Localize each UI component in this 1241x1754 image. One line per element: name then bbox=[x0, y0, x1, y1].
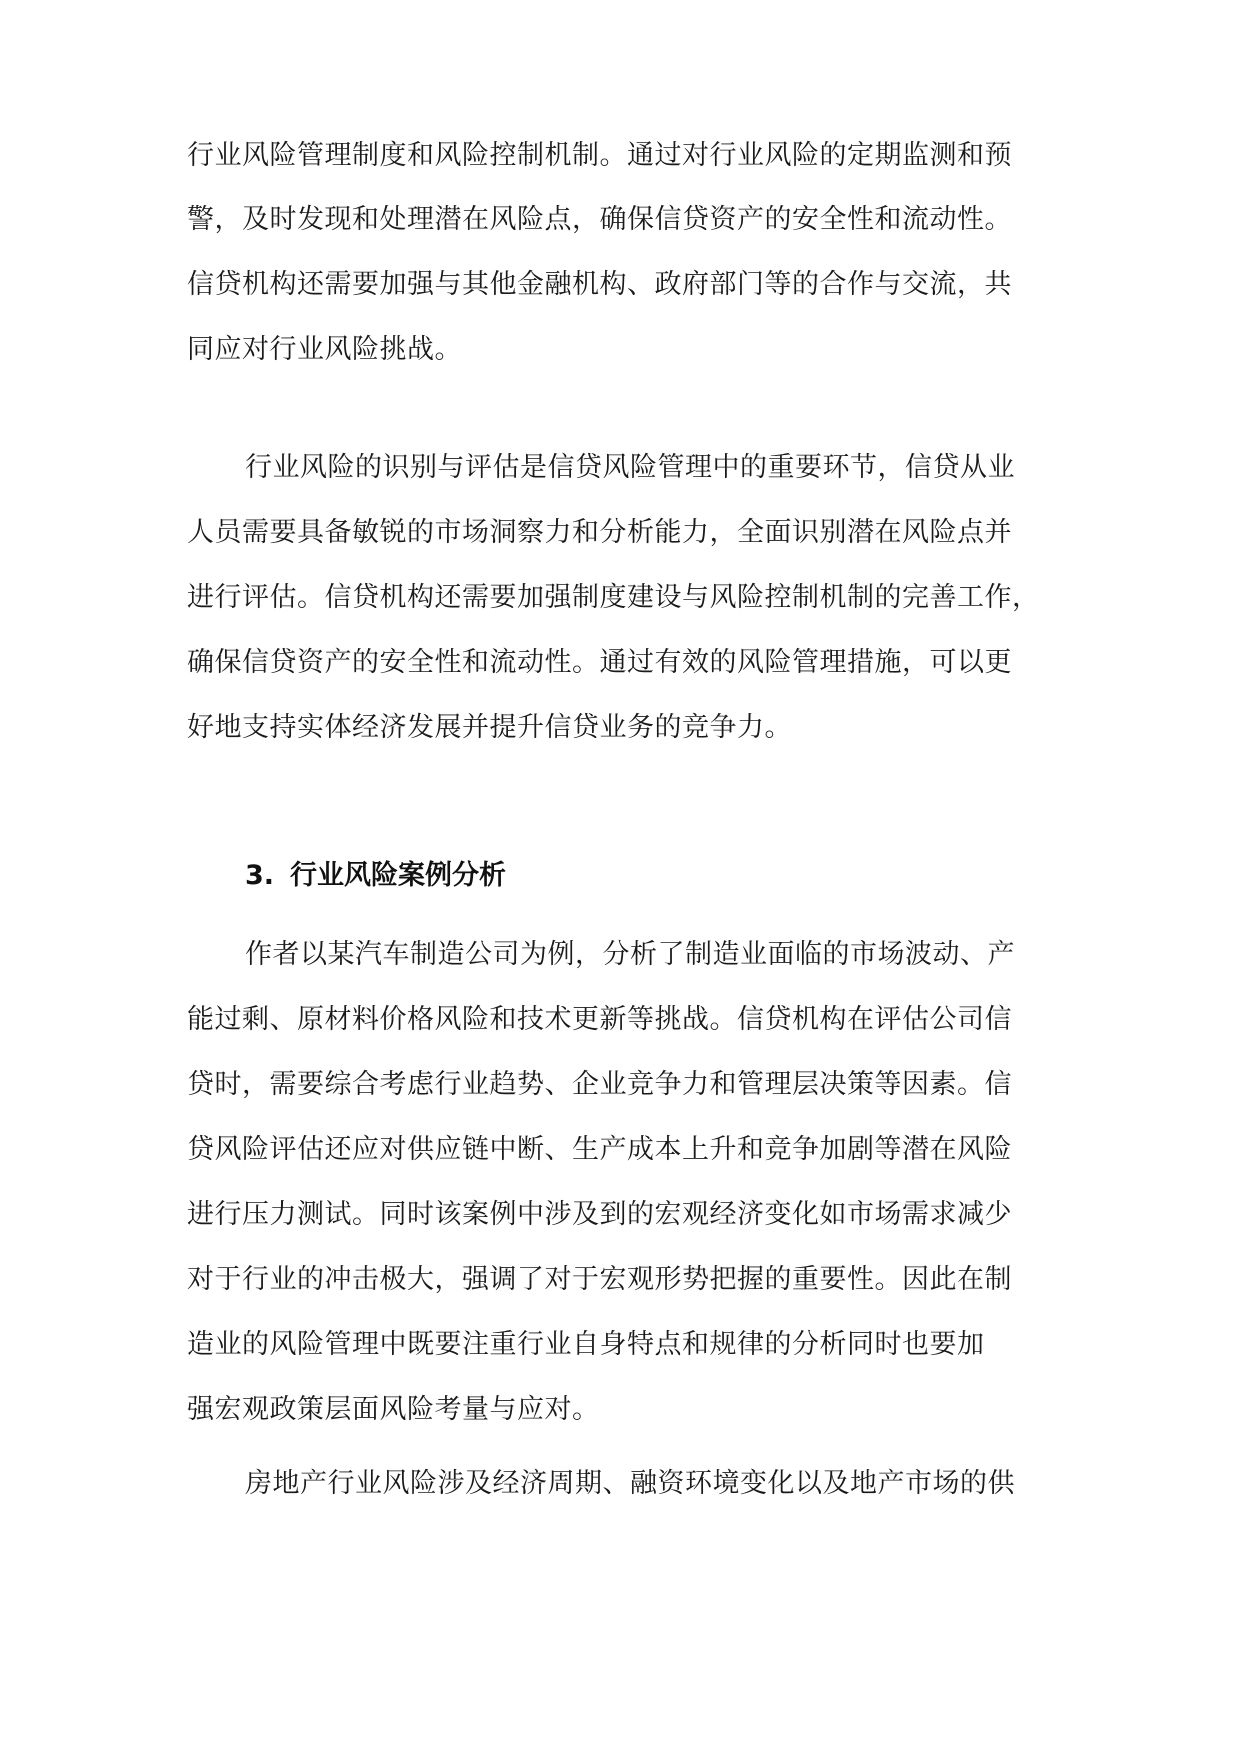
text-line: 对于行业的冲击极大，强调了对于宏观形势把握的重要性。因此在制 bbox=[187, 1264, 1012, 1295]
text-line: 警，及时发现和处理潜在风险点，确保信贷资产的安全性和流动性。 bbox=[187, 204, 1012, 235]
text-line: 强宏观政策层面风险考量与应对。 bbox=[187, 1394, 600, 1425]
text-line: 确保信贷资产的安全性和流动性。通过有效的风险管理措施，可以更 bbox=[187, 647, 1012, 678]
text-line: 行业风险的识别与评估是信贷风险管理中的重要环节，信贷从业 bbox=[245, 452, 1015, 483]
section-title: 行业风险案例分析 bbox=[290, 860, 506, 891]
text-line: 造业的风险管理中既要注重行业自身特点和规律的分析同时也要加 bbox=[187, 1329, 985, 1360]
text-line: 进行评估。信贷机构还需要加强制度建设与风险控制机制的完善工作， bbox=[187, 582, 1040, 613]
text-line: 作者以某汽车制造公司为例，分析了制造业面临的市场波动、产 bbox=[245, 939, 1015, 970]
text-line: 贷风险评估还应对供应链中断、生产成本上升和竞争加剧等潜在风险 bbox=[187, 1134, 1012, 1165]
text-line: 进行压力测试。同时该案例中涉及到的宏观经济变化如市场需求减少 bbox=[187, 1199, 1012, 1230]
text-line: 房地产行业风险涉及经济周期、融资环境变化以及地产市场的供 bbox=[245, 1468, 1015, 1499]
text-line: 信贷机构还需要加强与其他金融机构、政府部门等的合作与交流，共 bbox=[187, 269, 1012, 300]
section-number: 3. bbox=[245, 860, 275, 891]
text-line: 贷时，需要综合考虑行业趋势、企业竞争力和管理层决策等因素。信 bbox=[187, 1069, 1012, 1100]
text-line: 同应对行业风险挑战。 bbox=[187, 334, 462, 365]
text-line: 人员需要具备敏锐的市场洞察力和分析能力，全面识别潜在风险点并 bbox=[187, 517, 1012, 548]
text-line: 行业风险管理制度和风险控制机制。通过对行业风险的定期监测和预 bbox=[187, 140, 1012, 171]
text-line: 好地支持实体经济发展并提升信贷业务的竞争力。 bbox=[187, 712, 792, 743]
text-line: 能过剩、原材料价格风险和技术更新等挑战。信贷机构在评估公司信 bbox=[187, 1004, 1012, 1035]
